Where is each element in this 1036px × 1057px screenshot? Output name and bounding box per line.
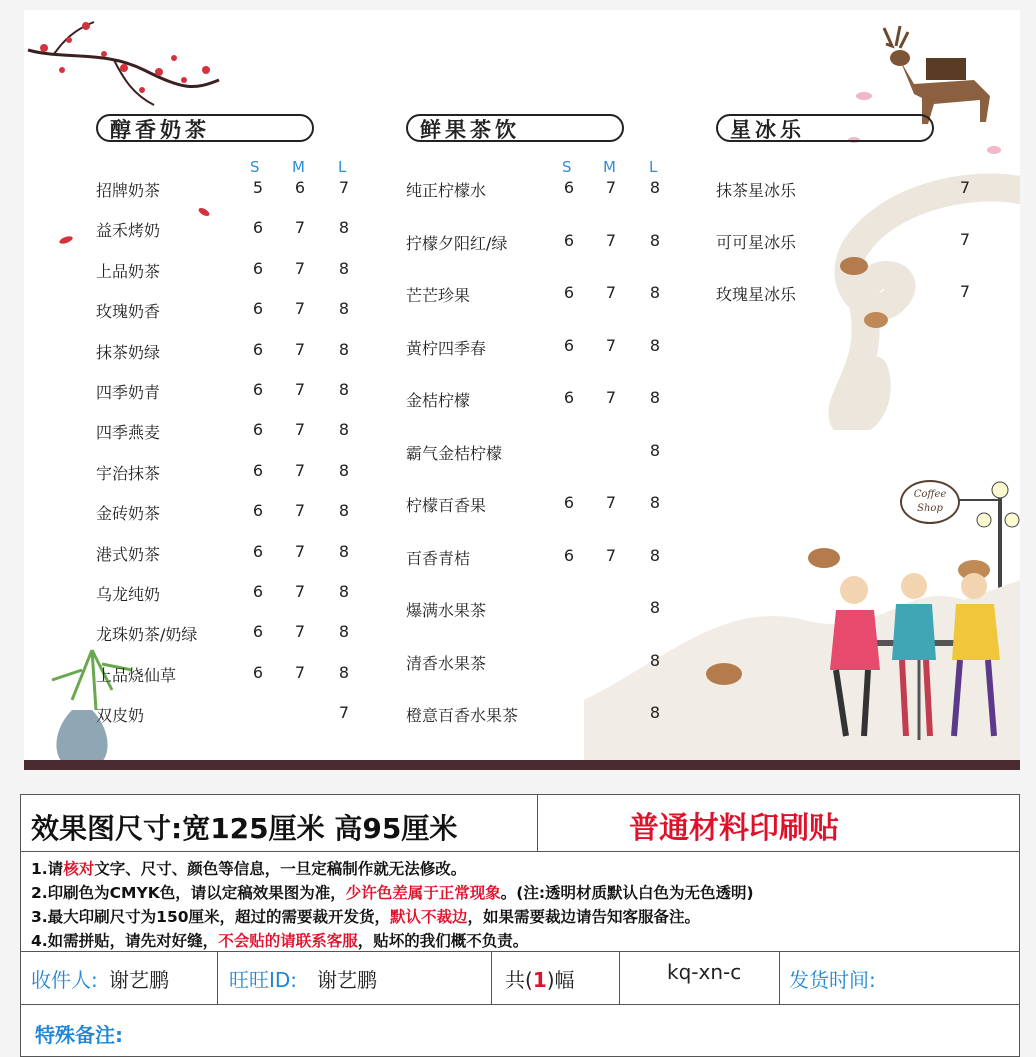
wangwang-label: 旺旺ID:: [229, 968, 298, 992]
menu-item-price-s: 6: [252, 622, 264, 642]
menu-item-price-s: 6: [252, 501, 264, 521]
menu-item-name: 芒芒珍果: [406, 286, 471, 305]
menu-item-price-l: 8: [338, 622, 350, 642]
size-label-s: S: [562, 158, 572, 176]
menu-item-price-l: 8: [649, 545, 661, 565]
menu-item-price-m: 7: [294, 460, 306, 480]
note-text: ，如果需要裁边请告知客服备注。: [467, 908, 701, 926]
coffee-shop-sign: [900, 480, 960, 524]
menu-item-price-m: 7: [605, 178, 617, 197]
menu-item-price-l: 7: [338, 703, 350, 723]
milk-splash-icon: [814, 170, 1020, 430]
menu-item-price-m: 7: [294, 622, 306, 642]
category-title: 星冰乐: [730, 118, 805, 142]
menu-item-name: 可可星冰乐: [716, 233, 797, 252]
menu-item-price-m: 6: [294, 178, 306, 197]
menu-item-price-l: 8: [649, 335, 661, 355]
menu-item-price-l: 8: [649, 388, 661, 407]
menu-item-price-m: 7: [605, 335, 617, 355]
copy-count-suffix: )幅: [546, 968, 575, 992]
menu-item-price-s: 5: [252, 178, 264, 197]
note-highlight: 核对: [63, 860, 95, 878]
menu-item-price-m: 7: [294, 218, 306, 238]
menu-item-price-l: 8: [649, 703, 661, 722]
size-label-l: L: [649, 158, 658, 176]
menu-item-name: 金砖奶茶: [96, 504, 161, 524]
menu-item-price-l: 8: [649, 230, 661, 250]
menu-item-name: 四季燕麦: [96, 423, 161, 443]
menu-item-price-m: 7: [294, 501, 306, 521]
menu-item-price-s: 6: [563, 335, 575, 355]
menu-item-name: 玫瑰奶香: [96, 302, 161, 322]
print-notes: [31, 857, 754, 953]
info-row-size: [21, 795, 1019, 852]
menu-item-name: 招牌奶茶: [96, 181, 161, 200]
menu-item-price-l: 8: [338, 582, 350, 601]
menu-item-price-s: 6: [252, 380, 264, 399]
category-header-frappuccino: [716, 114, 934, 142]
recipient-value: 谢艺鹏: [109, 968, 169, 992]
menu-item-price-l: 8: [338, 299, 350, 319]
size-dimension-label: 效果图尺寸:宽125厘米 高95厘米: [31, 812, 458, 845]
category-header-milk-tea: [96, 114, 314, 142]
menu-item-price-s: 6: [252, 541, 264, 561]
menu-item-price-m: 7: [294, 541, 306, 561]
menu-item-price-s: 6: [252, 299, 264, 319]
category-title: 鲜果茶饮: [420, 118, 520, 142]
note-highlight: 少许色差属于正常现象: [345, 884, 501, 902]
divider: [491, 952, 492, 1004]
coffee-shop-sign-line1: Coffee: [913, 489, 947, 500]
menu-item-name: 上品烧仙草: [96, 665, 177, 685]
menu-item-name: 乌龙纯奶: [96, 585, 161, 604]
menu-item-price-l: 8: [649, 178, 661, 197]
divider: [619, 952, 620, 1004]
plum-blossom-icon: [24, 10, 224, 120]
menu-item-name: 金桔柠檬: [406, 391, 471, 410]
menu-item-price-l: 8: [338, 339, 350, 359]
menu-item-name: 四季奶青: [96, 383, 161, 402]
menu-item-price-s: 6: [563, 493, 575, 512]
menu-item-price-s: 6: [252, 582, 264, 601]
order-info-table: [20, 794, 1020, 1057]
special-notes-label: 特殊备注:: [35, 1023, 123, 1047]
menu-item-price-l: 8: [649, 650, 661, 670]
menu-item-price-m: 7: [605, 493, 617, 512]
menu-item-name: 港式奶茶: [96, 544, 161, 564]
menu-item-name: 龙珠奶茶/奶绿: [96, 625, 198, 645]
menu-item-price-l: 7: [959, 178, 971, 197]
menu-item-name: 上品奶茶: [96, 261, 161, 281]
product-code: kq-xn-c: [667, 960, 742, 984]
menu-item-name: 黄柠四季春: [406, 338, 487, 358]
menu-item-price-s: 6: [252, 460, 264, 480]
vase-plant-icon: [32, 640, 145, 762]
menu-item-price-l: 7: [959, 282, 971, 301]
category-title: 醇香奶茶: [110, 118, 210, 142]
menu-item-price-l: 8: [338, 460, 350, 480]
menu-item-price-s: 6: [252, 662, 264, 682]
menu-item-price-m: 7: [294, 420, 306, 440]
menu-item-name: 清香水果茶: [406, 653, 487, 673]
menu-item-name: 柠檬百香果: [406, 496, 487, 515]
menu-item-price-l: 8: [649, 283, 661, 302]
menu-item-price-s: 6: [563, 388, 575, 407]
note-text: 1.请: [31, 860, 64, 878]
note-highlight: 默认不裁边: [390, 908, 468, 926]
copy-count-prefix: 共(: [505, 968, 533, 992]
menu-item-price-l: 8: [649, 440, 661, 460]
note-highlight: 不会贴的请联系客服: [218, 932, 358, 950]
note-text: 。(注:透明材质默认白色为无色透明): [500, 884, 754, 902]
menu-item-price-s: 6: [563, 230, 575, 250]
menu-item-price-l: 7: [959, 230, 971, 249]
menu-item-price-m: 7: [294, 380, 306, 399]
size-label-s: S: [250, 158, 260, 176]
menu-item-price-m: 7: [294, 662, 306, 682]
menu-item-name: 纯正柠檬水: [406, 181, 487, 200]
menu-item-price-m: 7: [294, 299, 306, 319]
menu-item-price-s: 6: [252, 420, 264, 440]
menu-item-price-m: 7: [294, 339, 306, 359]
menu-item-price-m: 7: [294, 582, 306, 601]
note-text: 3.最大印刷尺寸为150厘米，超过的需要裁开发货，: [31, 908, 391, 926]
menu-poster: [24, 10, 1020, 762]
menu-item-price-m: 7: [605, 230, 617, 250]
menu-item-price-l: 8: [338, 258, 350, 278]
size-label-m: M: [292, 158, 305, 176]
menu-item-price-l: 8: [338, 501, 350, 521]
menu-item-price-l: 8: [338, 662, 350, 682]
poster-bottom-bar: [24, 760, 1020, 770]
menu-item-price-m: 7: [605, 283, 617, 302]
menu-item-price-m: 7: [294, 258, 306, 278]
category-header-fruit-tea: [406, 114, 624, 142]
menu-item-name: 双皮奶: [96, 706, 145, 726]
copy-count: [505, 964, 575, 993]
note-text: 4.如需拼贴，请先对好缝，: [31, 932, 219, 950]
menu-item-price-l: 8: [338, 218, 350, 238]
menu-item-name: 玫瑰星冰乐: [716, 285, 797, 304]
menu-item-name: 拧檬夕阳红/绿: [406, 233, 508, 253]
note-text: 文字、尺寸、颜色等信息，一旦定稿制作就无法修改。: [94, 860, 467, 878]
note-line: [31, 881, 754, 905]
menu-item-price-s: 6: [252, 218, 264, 238]
menu-item-price-s: 6: [252, 258, 264, 278]
menu-item-name: 益禾烤奶: [96, 221, 161, 241]
menu-item-price-s: 6: [563, 178, 575, 197]
recipient-label: 收件人:: [31, 968, 98, 992]
menu-item-price-l: 8: [338, 420, 350, 440]
menu-item-price-l: 8: [338, 541, 350, 561]
menu-item-price-s: 6: [563, 545, 575, 565]
note-line: [31, 929, 754, 953]
wangwang-value: 谢艺鹏: [317, 968, 377, 992]
menu-item-price-l: 8: [649, 493, 661, 512]
info-row-order: [21, 951, 1019, 1005]
menu-item-price-m: 7: [605, 545, 617, 565]
size-label-m: M: [603, 158, 616, 176]
note-text: 2.印刷色为CMYK色，请以定稿效果图为准，: [31, 884, 346, 902]
menu-item-price-m: 7: [605, 388, 617, 407]
menu-item-name: 抹茶奶绿: [96, 342, 161, 362]
menu-item-price-s: 6: [252, 339, 264, 359]
menu-item-price-l: 7: [338, 178, 350, 197]
menu-item-name: 橙意百香水果茶: [406, 706, 519, 725]
copy-count-value: 1: [532, 968, 547, 992]
note-line: [31, 857, 754, 881]
menu-item-name: 爆满水果茶: [406, 601, 487, 620]
menu-item-price-s: 6: [563, 283, 575, 302]
menu-item-name: 抹茶星冰乐: [716, 181, 797, 200]
menu-item-price-l: 8: [338, 380, 350, 399]
note-line: [31, 905, 754, 929]
divider: [779, 952, 780, 1004]
ship-time-label: 发货时间:: [789, 968, 876, 992]
divider: [537, 795, 538, 851]
material-label: 普通材料印刷贴: [629, 811, 839, 846]
menu-item-name: 百香青桔: [406, 548, 471, 568]
menu-item-name: 霸气金桔柠檬: [406, 443, 503, 463]
note-text: ，贴坏的我们概不负责。: [357, 932, 529, 950]
coffee-shop-sign-line2: Shop: [917, 503, 943, 514]
menu-item-name: 宇治抹茶: [96, 463, 161, 483]
menu-item-price-l: 8: [649, 598, 661, 617]
divider: [217, 952, 218, 1004]
size-label-l: L: [338, 158, 347, 176]
